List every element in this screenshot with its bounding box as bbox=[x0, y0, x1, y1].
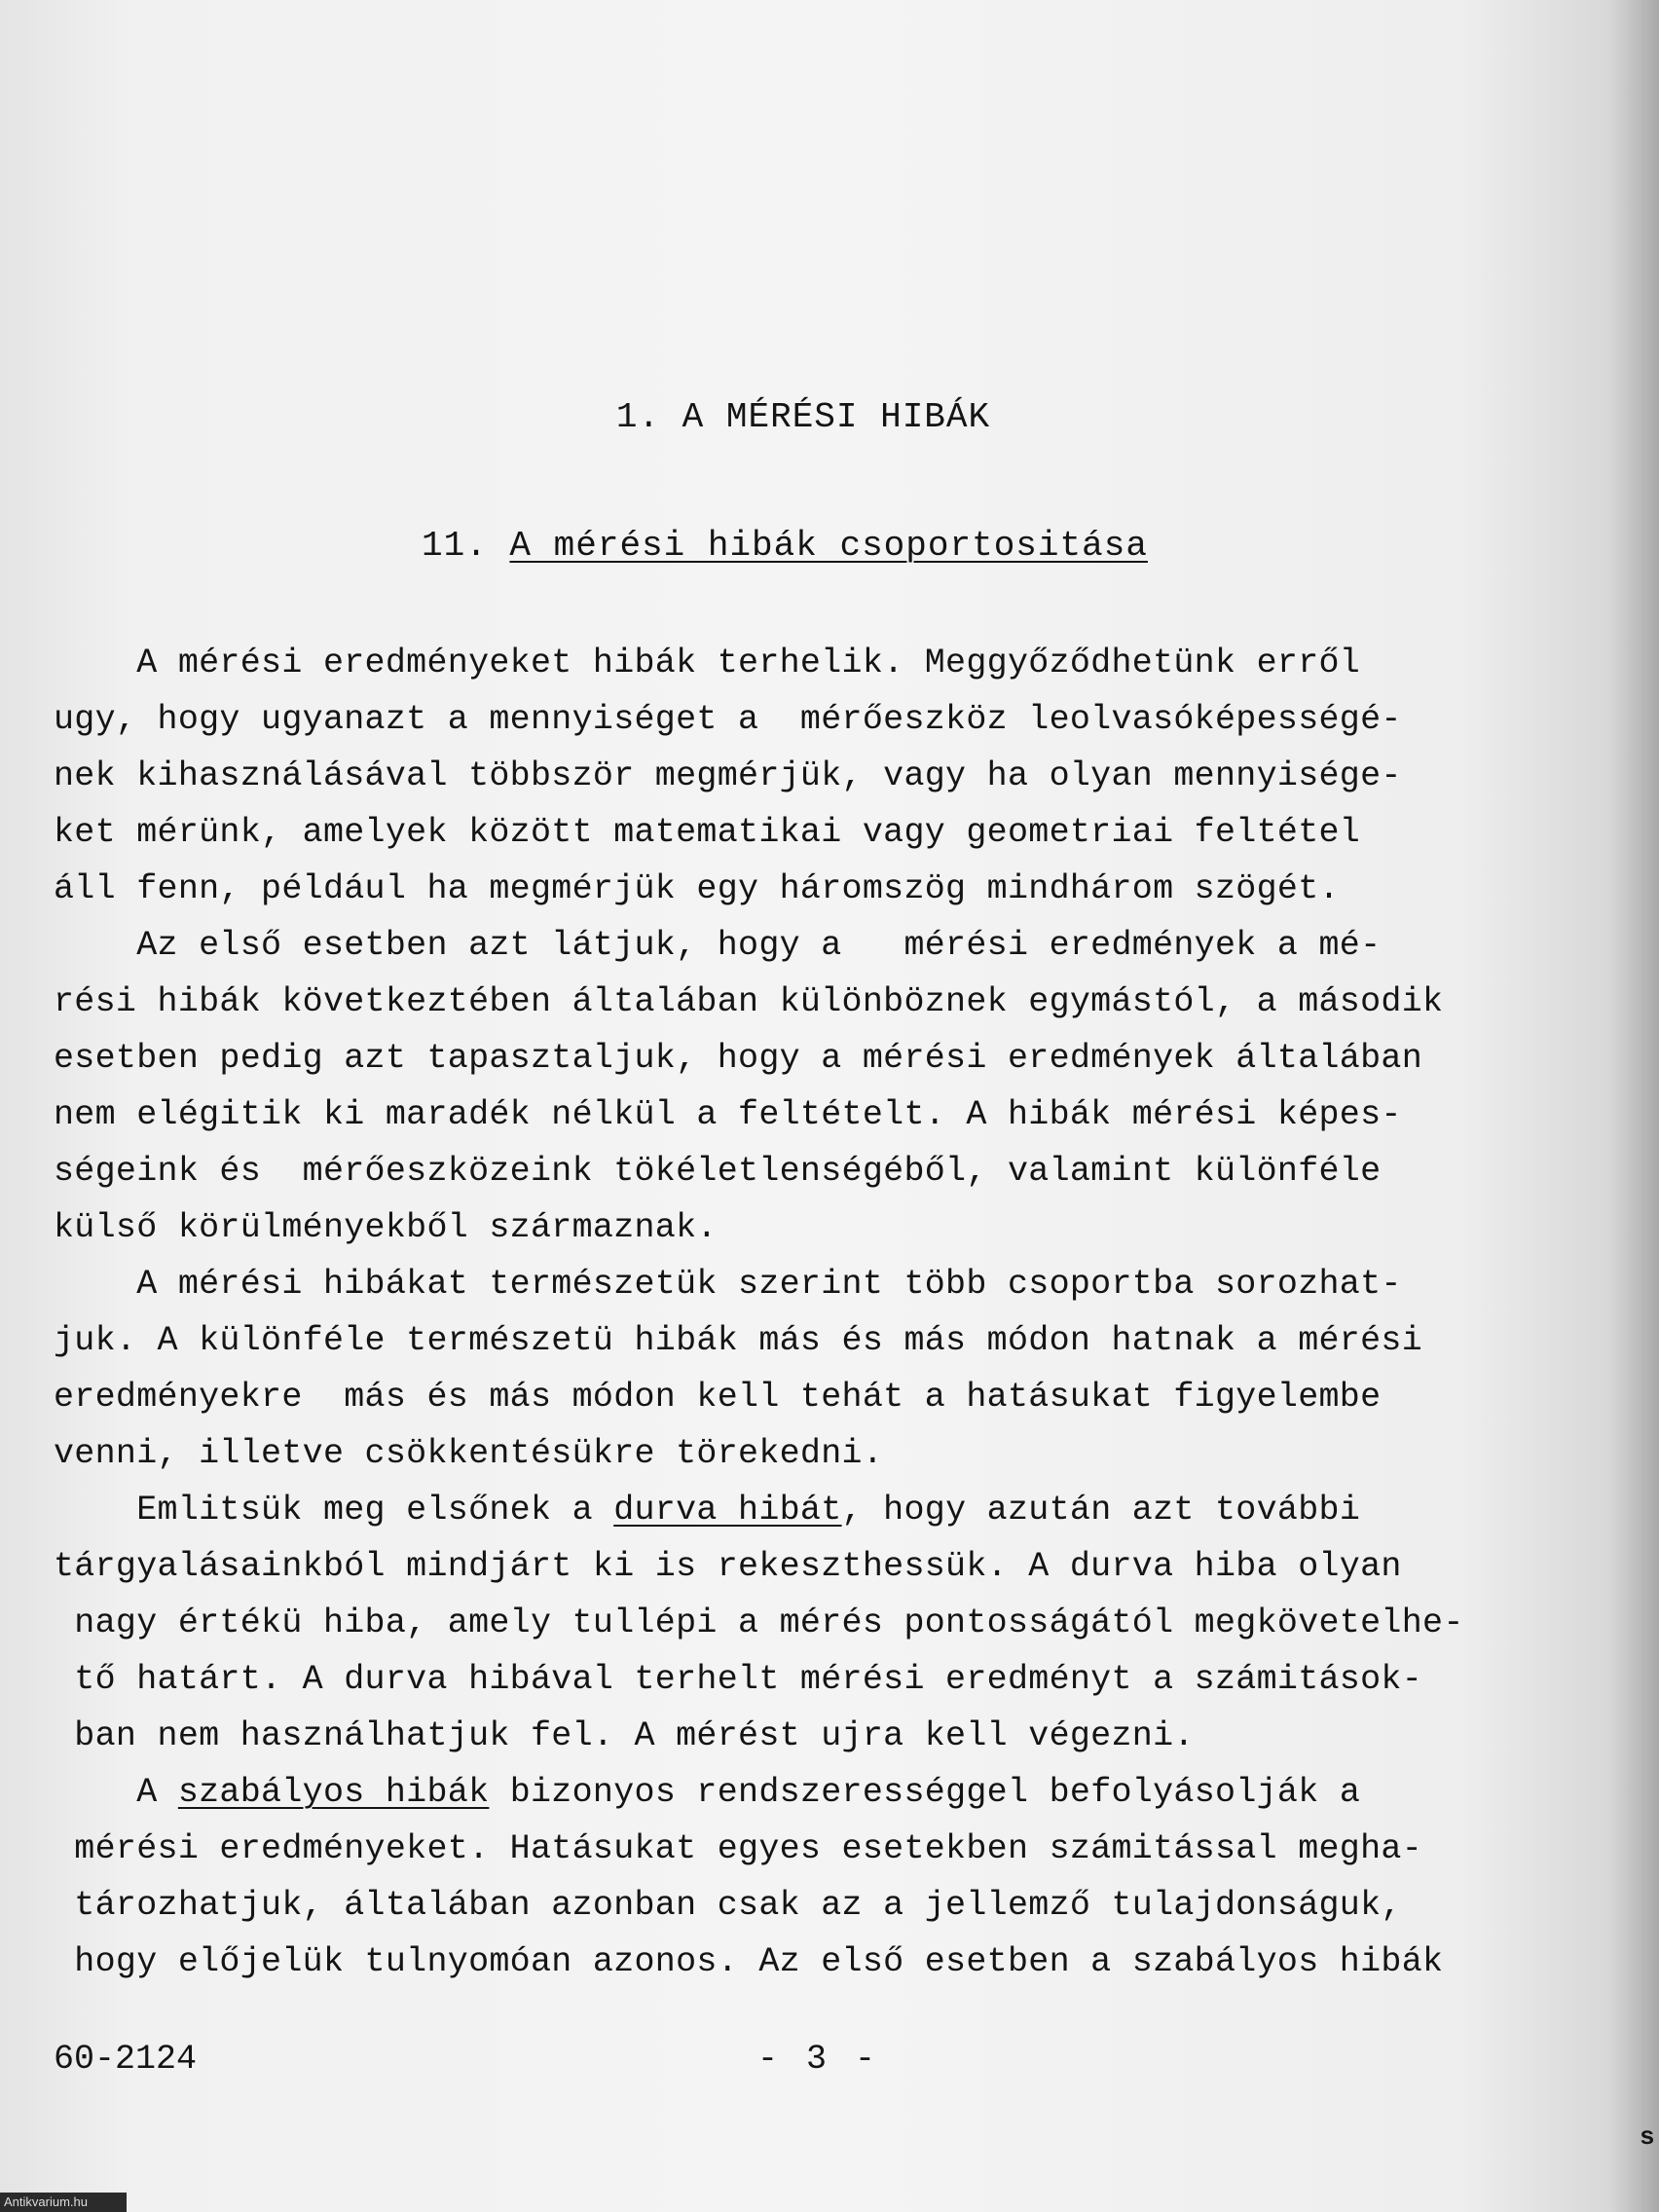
text-line bbox=[54, 691, 1582, 748]
text-line bbox=[54, 1369, 1582, 1425]
underlined-term: szabályos hibák bbox=[177, 1773, 490, 1812]
text-line bbox=[54, 1143, 1582, 1199]
text-segment: ugy, hogy ugyanazt a mennyiséget a mérőeszköz leolvasóképességé- bbox=[54, 700, 1402, 739]
text-segment: juk. A különféle természetü hibák más és más módon hatnak a mérési bbox=[54, 1321, 1423, 1360]
section-title: A mérési hibák csoportositása bbox=[509, 526, 1148, 566]
page-number: - 3 - bbox=[757, 2040, 880, 2079]
section-heading bbox=[422, 526, 1148, 566]
text-line bbox=[54, 917, 1582, 974]
chapter-title: 1. A MÉRÉSI HIBÁK bbox=[615, 397, 991, 437]
text-line bbox=[54, 1821, 1582, 1877]
text-segment: rési hibák következtében általában különböznek egymástól, a második bbox=[54, 982, 1444, 1021]
text-segment: esetben pedig azt tapasztaljuk, hogy a mérési eredmények általában bbox=[54, 1039, 1423, 1078]
text-line bbox=[54, 748, 1582, 804]
text-segment: , hogy azután azt további bbox=[841, 1491, 1361, 1530]
text-segment: tő határt. A durva hibával terhelt mérési eredményt a számitások- bbox=[54, 1660, 1423, 1699]
text-line bbox=[54, 1030, 1582, 1087]
text-line bbox=[54, 861, 1582, 917]
text-line bbox=[54, 1312, 1582, 1369]
text-line bbox=[54, 1087, 1582, 1143]
text-segment: A mérési eredményeket hibák terhelik. Meggyőződhetünk erről bbox=[54, 644, 1361, 682]
text-line bbox=[54, 974, 1582, 1030]
text-line bbox=[54, 1934, 1582, 1990]
text-line bbox=[54, 1482, 1582, 1538]
underlined-term: durva hibát bbox=[613, 1491, 842, 1530]
text-line bbox=[54, 1877, 1582, 1934]
text-segment: nem elégitik ki maradék nélkül a feltételt. A hibák mérési képes- bbox=[54, 1095, 1402, 1134]
text-line bbox=[54, 1256, 1582, 1312]
text-line bbox=[54, 1425, 1582, 1482]
text-segment: külső körülményekből származnak. bbox=[54, 1208, 718, 1247]
text-segment: A bbox=[54, 1773, 178, 1812]
text-segment: ségeink és mérőeszközeink tökéletlenségéből, valamint különféle bbox=[54, 1152, 1382, 1191]
text-line bbox=[54, 804, 1582, 861]
document-code: 60-2124 bbox=[54, 2040, 198, 2079]
text-segment: áll fenn, például ha megmérjük egy háromszög mindhárom szögét. bbox=[54, 869, 1340, 908]
body-text bbox=[54, 635, 1582, 1990]
text-segment: Emlitsük meg elsőnek a bbox=[54, 1491, 614, 1530]
text-line bbox=[54, 1764, 1582, 1821]
text-line bbox=[54, 1708, 1582, 1764]
text-segment: Az első esetben azt látjuk, hogy a mérési eredmények a mé- bbox=[54, 926, 1382, 965]
text-segment: ban nem használhatjuk fel. A mérést ujra kell végezni. bbox=[54, 1716, 1195, 1755]
text-line bbox=[54, 1651, 1582, 1708]
text-segment: nek kihasználásával többször megmérjük, vagy ha olyan mennyisége- bbox=[54, 756, 1402, 795]
text-segment: mérési eredményeket. Hatásukat egyes esetekben számitással megha- bbox=[54, 1829, 1423, 1868]
text-line bbox=[54, 635, 1582, 691]
text-segment: venni, illetve csökkentésükre törekedni. bbox=[54, 1434, 884, 1473]
text-line bbox=[54, 1595, 1582, 1651]
text-line bbox=[54, 1538, 1582, 1595]
text-segment: eredményekre más és más módon kell tehát a hatásukat figyelembe bbox=[54, 1378, 1382, 1417]
text-line bbox=[54, 1199, 1582, 1256]
text-segment: ket mérünk, amelyek között matematikai vagy geometriai feltétel bbox=[54, 813, 1361, 852]
section-number: 11. bbox=[422, 526, 488, 566]
text-segment: tározhatjuk, általában azonban csak az a jellemző tulajdonságuk, bbox=[54, 1886, 1402, 1925]
text-segment: A mérési hibákat természetük szerint több csoportba sorozhat- bbox=[54, 1265, 1402, 1304]
watermark: Antikvarium.hu bbox=[0, 2193, 127, 2212]
text-segment: tárgyalásainkból mindjárt ki is rekeszthessük. A durva hiba olyan bbox=[54, 1547, 1402, 1586]
text-segment: hogy előjelük tulnyomóan azonos. Az első esetben a szabályos hibák bbox=[54, 1942, 1444, 1981]
edge-mark: s bbox=[1640, 2122, 1655, 2152]
text-segment: bizonyos rendszerességgel befolyásolják a bbox=[489, 1773, 1361, 1812]
text-segment: nagy értékü hiba, amely tullépi a mérés pontosságától megkövetelhe- bbox=[54, 1604, 1464, 1642]
